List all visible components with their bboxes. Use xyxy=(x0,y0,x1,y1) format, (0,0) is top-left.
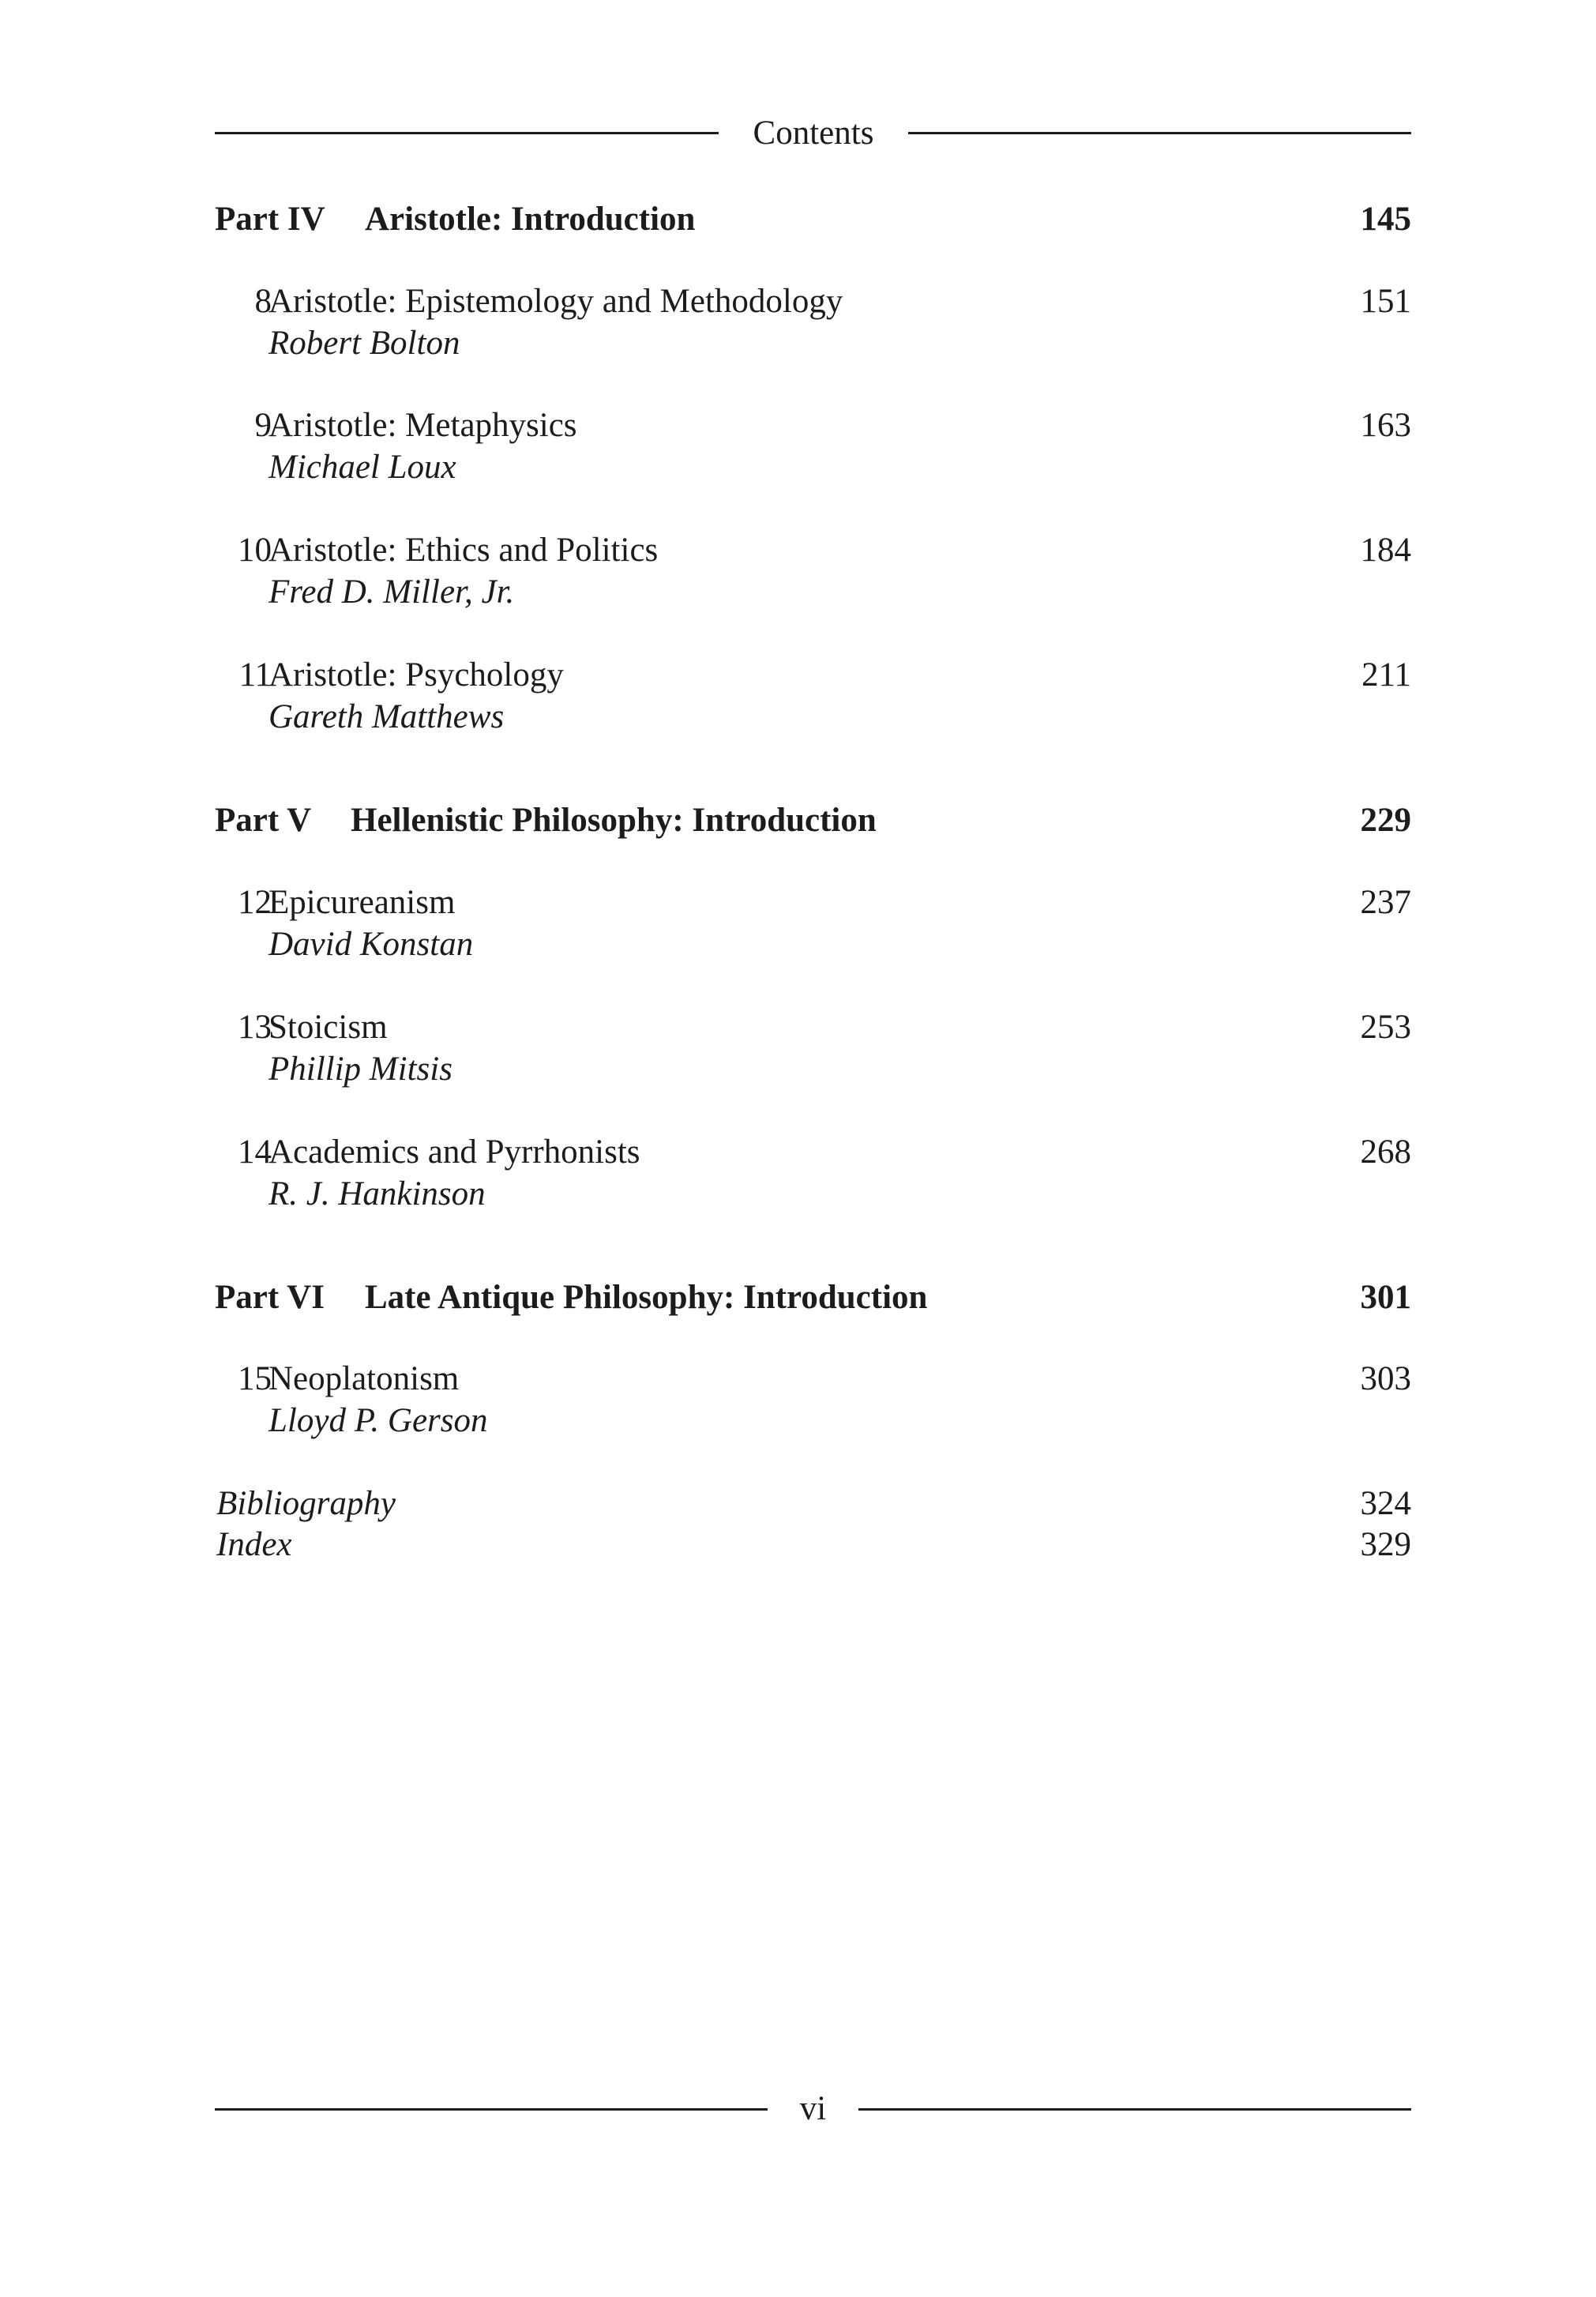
part-title: Hellenistic Philosophy: Introduction xyxy=(351,802,877,839)
part-label: Part IV xyxy=(215,201,325,238)
chapter-author: Phillip Mitsis xyxy=(269,1051,453,1088)
chapter-number: 15 xyxy=(238,1360,272,1397)
chapter-entry xyxy=(215,280,1411,367)
running-head-rule-right xyxy=(908,132,1411,134)
chapter-page-number: 211 xyxy=(1361,656,1411,694)
chapter-author: Fred D. Miller, Jr. xyxy=(269,573,515,611)
chapter-title: Aristotle: Metaphysics xyxy=(269,407,577,444)
contents-page xyxy=(215,0,1411,2297)
back-matter-page-number: 324 xyxy=(1360,1485,1411,1522)
page-folio xyxy=(215,2087,1411,2134)
folio-rule-left xyxy=(215,2108,768,2111)
part-label: Part VI xyxy=(215,1279,325,1316)
running-head xyxy=(215,111,1411,158)
chapter-author: Robert Bolton xyxy=(269,325,460,362)
chapter-page-number: 184 xyxy=(1360,532,1411,569)
chapter-entry xyxy=(215,1130,1411,1217)
chapter-entry xyxy=(215,1006,1411,1092)
chapter-title: Aristotle: Epistemology and Methodology xyxy=(269,283,843,320)
chapter-number: 13 xyxy=(238,1009,272,1046)
part-title: Aristotle: Introduction xyxy=(365,201,696,238)
chapter-author: David Konstan xyxy=(269,926,474,963)
back-matter-page-number: 329 xyxy=(1360,1526,1411,1563)
part-page-number: 145 xyxy=(1360,201,1411,238)
chapter-page-number: 253 xyxy=(1360,1009,1411,1046)
part-page-number: 301 xyxy=(1360,1279,1411,1316)
part-label: Part V xyxy=(215,802,312,839)
part-heading-iv xyxy=(215,196,1411,243)
page-number: vi xyxy=(799,2090,827,2127)
chapter-number: 11 xyxy=(238,656,272,694)
chapter-page-number: 163 xyxy=(1360,407,1411,444)
chapter-number: 14 xyxy=(238,1133,272,1171)
chapter-title: Epicureanism xyxy=(269,884,456,921)
chapter-number: 12 xyxy=(238,884,272,921)
chapter-author: Gareth Matthews xyxy=(269,698,505,735)
chapter-title: Aristotle: Psychology xyxy=(269,656,564,694)
chapter-page-number: 303 xyxy=(1360,1360,1411,1397)
back-matter-bibliography xyxy=(215,1483,1411,1525)
chapter-entry xyxy=(215,653,1411,740)
chapter-page-number: 268 xyxy=(1360,1133,1411,1171)
chapter-entry xyxy=(215,881,1411,968)
chapter-entry xyxy=(215,1357,1411,1444)
chapter-author: R. J. Hankinson xyxy=(269,1175,486,1212)
part-title: Late Antique Philosophy: Introduction xyxy=(365,1279,928,1316)
chapter-page-number: 237 xyxy=(1360,884,1411,921)
back-matter-title: Index xyxy=(216,1526,292,1563)
part-heading-v xyxy=(215,797,1411,844)
chapter-author: Michael Loux xyxy=(269,449,456,486)
chapter-page-number: 151 xyxy=(1360,283,1411,320)
back-matter-title: Bibliography xyxy=(216,1485,396,1522)
running-head-rule-left xyxy=(215,132,719,134)
chapter-title: Neoplatonism xyxy=(269,1360,460,1397)
chapter-title: Academics and Pyrrhonists xyxy=(269,1133,640,1171)
part-page-number: 229 xyxy=(1360,802,1411,839)
chapter-title: Aristotle: Ethics and Politics xyxy=(269,532,659,569)
back-matter-index xyxy=(215,1524,1411,1566)
chapter-number: 8 xyxy=(254,283,272,320)
chapter-entry xyxy=(215,404,1411,491)
chapter-author: Lloyd P. Gerson xyxy=(269,1402,488,1439)
folio-rule-right xyxy=(858,2108,1411,2111)
running-head-text: Contents xyxy=(753,115,874,152)
part-heading-vi xyxy=(215,1274,1411,1321)
chapter-title: Stoicism xyxy=(269,1009,388,1046)
chapter-number: 10 xyxy=(238,532,272,569)
chapter-number: 9 xyxy=(254,407,272,444)
chapter-entry xyxy=(215,528,1411,615)
